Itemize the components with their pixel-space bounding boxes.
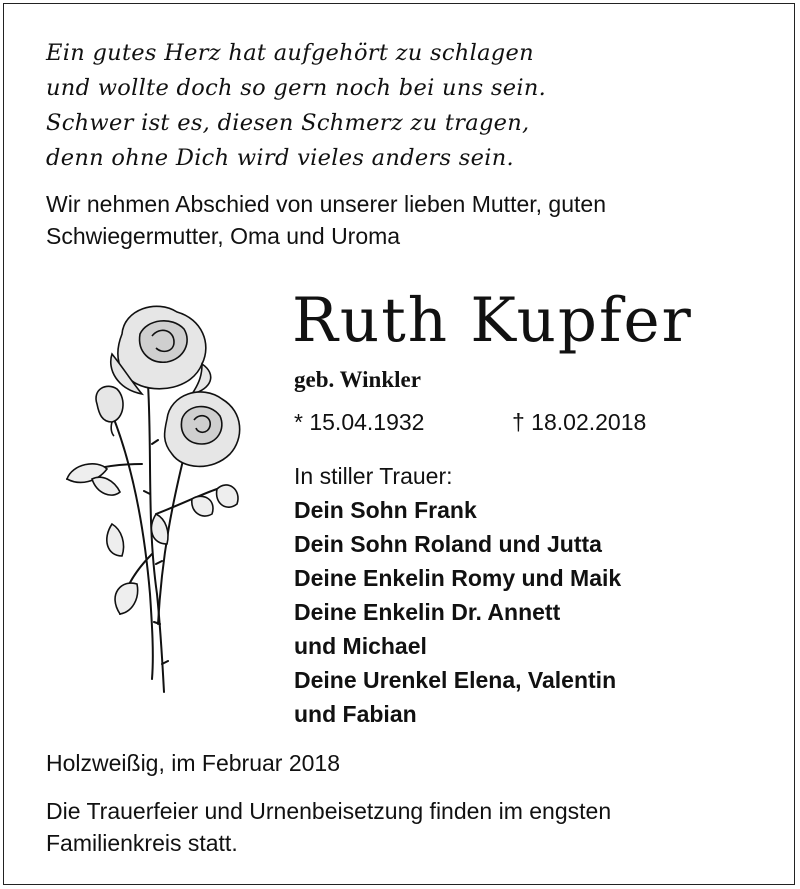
death-date: † 18.02.2018 <box>512 409 647 435</box>
service-line: Die Trauerfeier und Urnenbeisetzung finden im engsten <box>46 798 612 824</box>
mourners-header: In stiller Trauer: <box>294 463 453 489</box>
deceased-name: Ruth Kupfer <box>292 285 693 356</box>
mourner-line: Dein Sohn Frank <box>294 497 477 523</box>
mourner-line: und Fabian <box>294 701 417 727</box>
mourner-line: Deine Enkelin Romy und Maik <box>294 565 622 591</box>
poem-line: Schwer ist es, diesen Schmerz zu tragen, <box>46 110 530 136</box>
mourner-line: und Michael <box>294 633 427 659</box>
poem-line: Ein gutes Herz hat aufgehört zu schlagen <box>46 40 534 66</box>
mourners-list <box>294 459 621 731</box>
place-date: Holzweißig, im Februar 2018 <box>46 750 341 776</box>
mourner-line: Deine Urenkel Elena, Valentin <box>294 667 617 693</box>
service-line: Familienkreis statt. <box>46 830 238 856</box>
birth-name: geb. Winkler <box>294 367 421 392</box>
service-note <box>46 795 766 859</box>
intro-text <box>46 188 766 252</box>
poem <box>46 36 546 176</box>
rose-icon <box>52 294 252 694</box>
poem-line: und wollte doch so gern noch bei uns sein. <box>46 75 547 101</box>
mourner-line: Deine Enkelin Dr. Annett <box>294 599 561 625</box>
mourner-line: Dein Sohn Roland und Jutta <box>294 531 602 557</box>
intro-line: Wir nehmen Abschied von unserer lieben Mutter, guten <box>46 191 606 217</box>
obituary-notice <box>3 3 795 885</box>
birth-date: * 15.04.1932 <box>294 409 425 435</box>
poem-line: denn ohne Dich wird vieles anders sein. <box>46 145 515 171</box>
intro-line: Schwiegermutter, Oma und Uroma <box>46 223 401 249</box>
